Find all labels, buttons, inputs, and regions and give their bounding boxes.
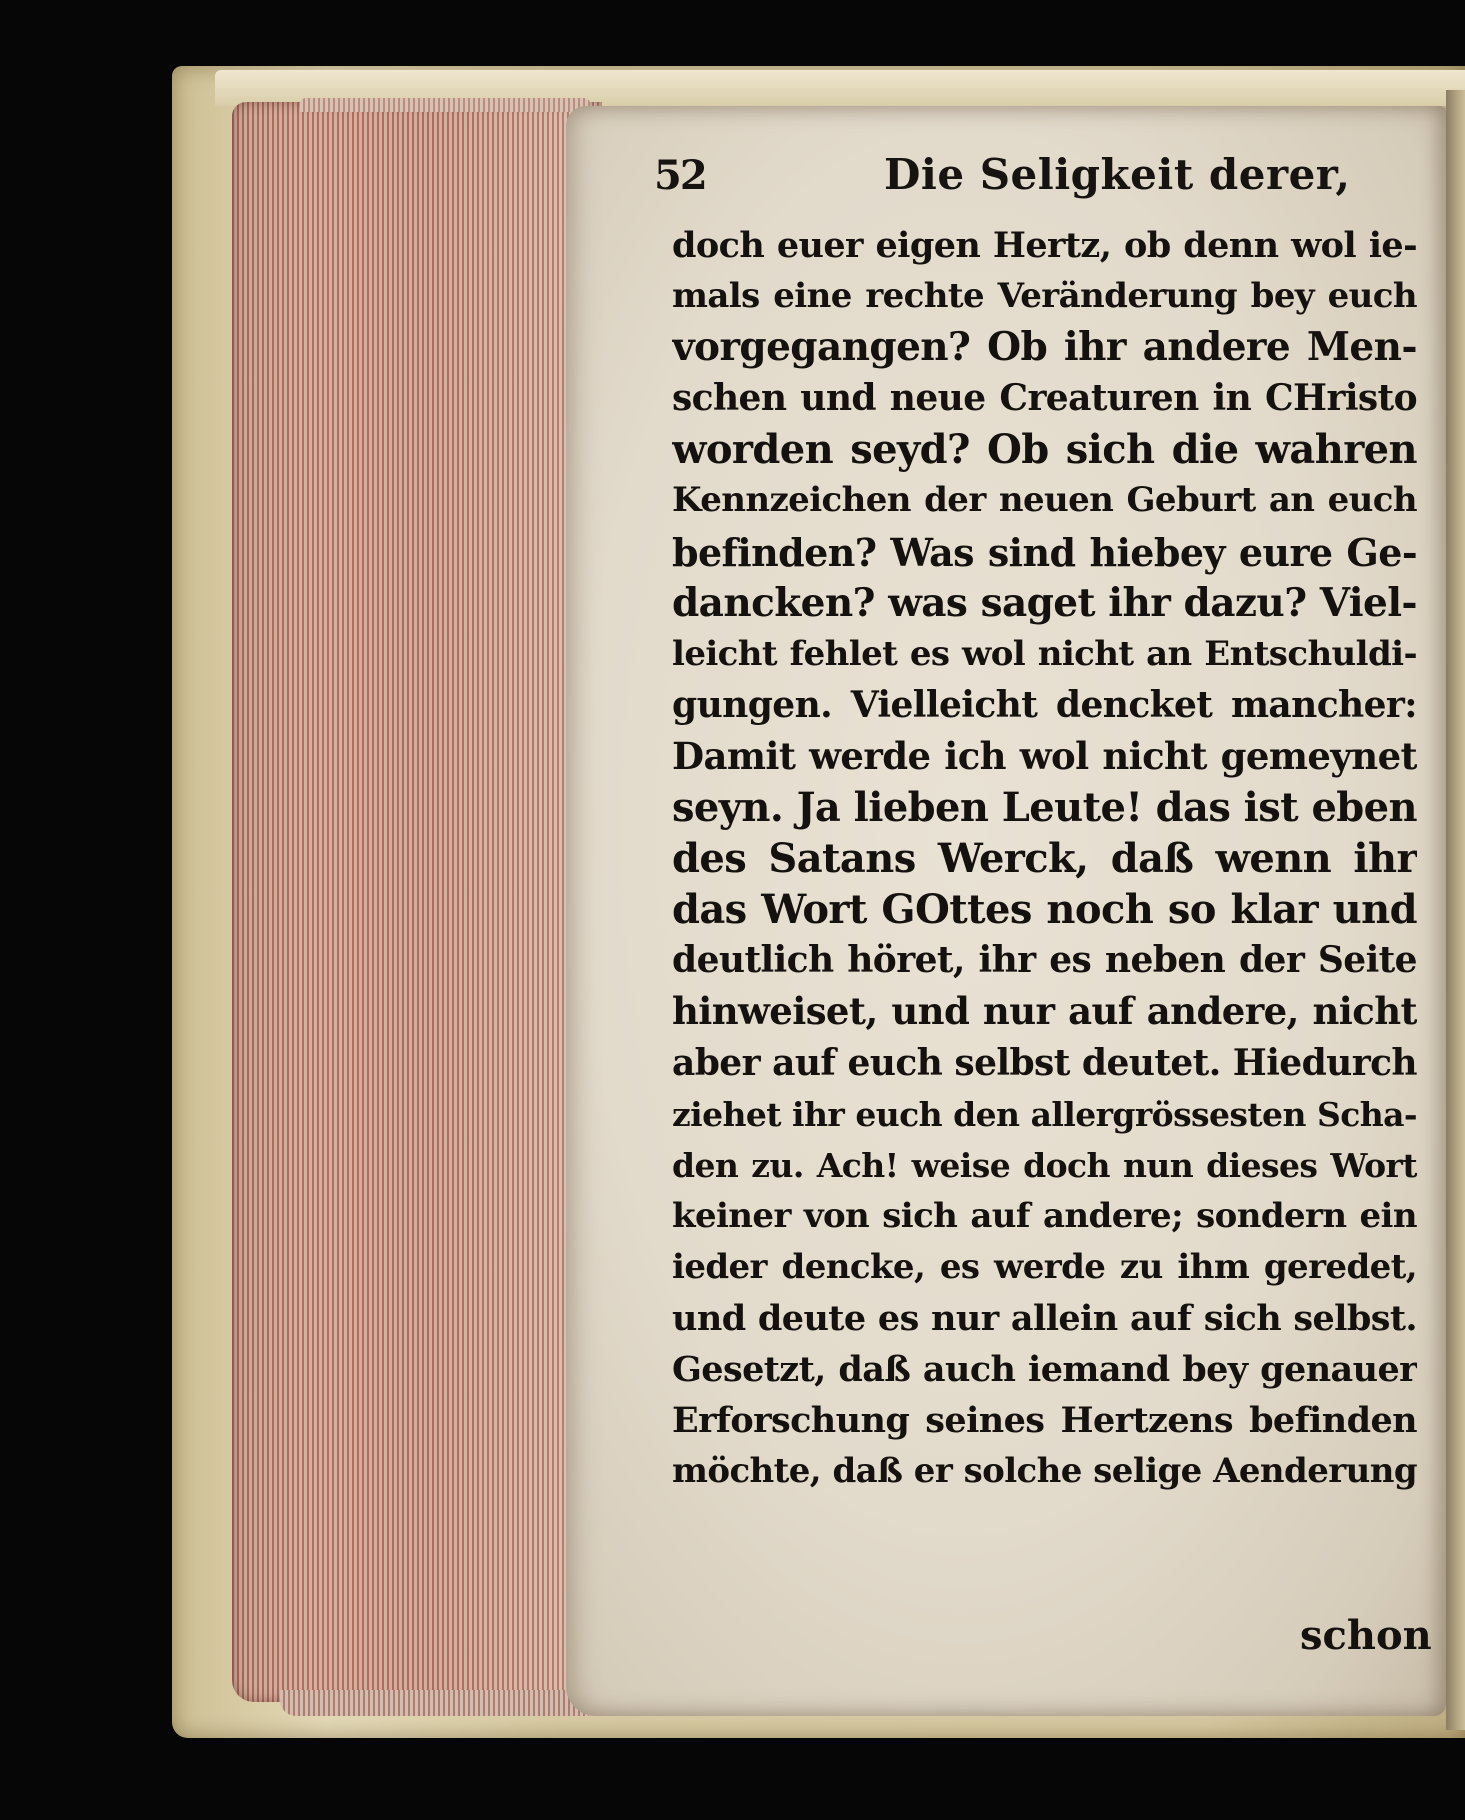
body-text bbox=[672, 220, 1417, 1550]
text-line: deutlich höret, ihr es neben der Seite bbox=[672, 939, 1417, 982]
page-edges-top bbox=[300, 98, 590, 112]
text-line: befinden? Was sind hiebey eure Ge- bbox=[672, 529, 1417, 575]
text-line: möchte, daß er solche selige Aenderung bbox=[672, 1451, 1417, 1492]
text-line: vorgegangen? Ob ihr andere Men- bbox=[672, 324, 1417, 371]
text-line: seyn. Ja lieben Leute! das ist eben bbox=[672, 784, 1417, 832]
text-line: Damit werde ich wol nicht gemeynet bbox=[672, 733, 1417, 778]
page-edges bbox=[232, 102, 602, 1702]
text-line: Erforschung seines Hertzens befinden bbox=[672, 1400, 1417, 1442]
text-line: hinweiset, und nur auf andere, nicht bbox=[672, 989, 1417, 1034]
text-line: mals eine rechte Veränderung bey euch bbox=[672, 276, 1417, 317]
text-line: das Wort GOttes noch so klar und bbox=[672, 886, 1417, 934]
text-line: dancken? was saget ihr dazu? Viel- bbox=[672, 579, 1417, 626]
text-line: den zu. Ach! weise doch nun dieses Wort bbox=[672, 1145, 1417, 1185]
text-line: gungen. Vielleicht dencket mancher: bbox=[672, 683, 1417, 726]
running-head: Die Seligkeit derer, bbox=[884, 150, 1351, 199]
text-line: ieder dencke, es werde zu ihm geredet, bbox=[672, 1246, 1417, 1287]
text-line: des Satans Werck, daß wenn ihr bbox=[672, 835, 1417, 883]
text-line: schen und neue Creaturen in CHristo bbox=[672, 377, 1417, 420]
text-line: ziehet ihr euch den allergrössesten Scha- bbox=[672, 1094, 1417, 1134]
page-edges-bottom bbox=[280, 1690, 602, 1716]
text-line: und deute es nur allein auf sich selbst. bbox=[672, 1297, 1417, 1339]
text-line: doch euer eigen Hertz, ob denn wol ie- bbox=[672, 225, 1417, 266]
page-header bbox=[654, 148, 1414, 208]
text-line: keiner von sich auf andere; sondern ein bbox=[672, 1195, 1417, 1236]
text-line: aber auf euch selbst deutet. Hiedurch bbox=[672, 1041, 1417, 1084]
text-line: leicht fehlet es wol nicht an Entschuldi- bbox=[672, 633, 1417, 674]
facing-cover-edge bbox=[1446, 90, 1465, 1730]
page-number: 52 bbox=[654, 152, 706, 199]
catchword: schon bbox=[1300, 1612, 1432, 1659]
text-line: Kennzeichen der neuen Geburt an euch bbox=[672, 480, 1417, 521]
text-line: worden seyd? Ob sich die wahren bbox=[672, 426, 1417, 474]
text-line: Gesetzt, daß auch iemand bey genauer bbox=[672, 1349, 1417, 1391]
